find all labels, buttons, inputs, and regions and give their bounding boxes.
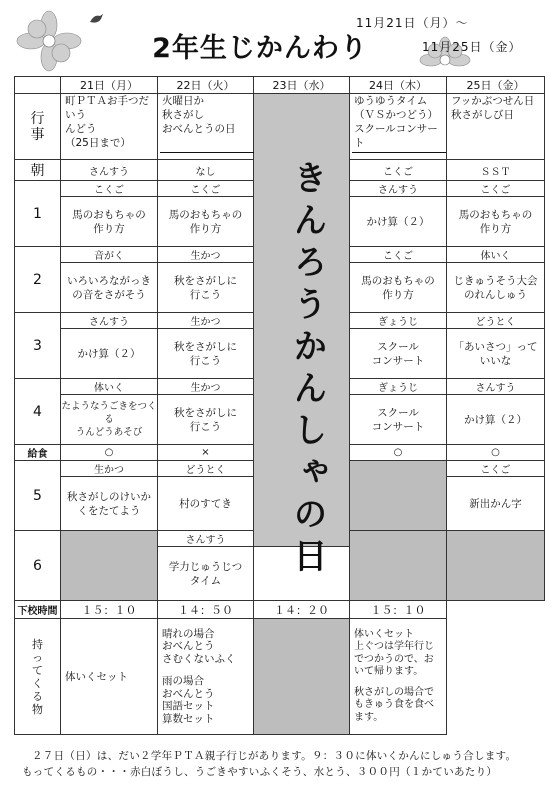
day-header-thu: 24日（木） bbox=[350, 77, 447, 94]
period-subject: 音がく bbox=[61, 247, 158, 263]
row-label-morning: 朝 bbox=[15, 160, 61, 181]
events-arrow-tue bbox=[160, 152, 254, 153]
period-activity: かけ算（２） bbox=[447, 395, 545, 445]
carry-thu-empty bbox=[254, 619, 350, 735]
period-subject: さんすう bbox=[350, 181, 447, 197]
date-range-start: 11月21日（月）～ bbox=[356, 16, 469, 30]
dismissal-tue: １４：５０ bbox=[158, 601, 254, 619]
lunch-fri: ○ bbox=[447, 445, 545, 461]
period-activity: じきゅうそう大会 のれんしゅう bbox=[447, 263, 545, 313]
period-activity: 秋をさがしに 行こう bbox=[158, 329, 254, 379]
period-subject: 生かつ bbox=[158, 313, 254, 329]
events-thu: ゆうゆうタイム （ＶＳかつどう） スクールコンサート bbox=[350, 94, 447, 160]
dismissal-mon: １５：１０ bbox=[61, 601, 158, 619]
carry-tue: 晴れの場合 おべんとう さむくないふく 雨の場合 おべんとう 国語セット 算数セット bbox=[158, 619, 254, 735]
period-subject: 体いく bbox=[61, 379, 158, 395]
day-header-mon: 21日（月） bbox=[61, 77, 158, 94]
period-subject: こくご bbox=[447, 461, 545, 477]
period-activity: 学力じゅうじつ タイム bbox=[158, 547, 254, 601]
period-subject: さんすう bbox=[158, 531, 254, 547]
period-activity: かけ算（２） bbox=[61, 329, 158, 379]
period-number: 5 bbox=[15, 461, 61, 531]
period-activity: 新出かん字 bbox=[447, 477, 545, 531]
period-activity: 秋をさがしに 行こう bbox=[158, 263, 254, 313]
lunch-tue: × bbox=[158, 445, 254, 461]
period-subject: こくご bbox=[447, 181, 545, 197]
holiday-label: きんろうかんしゃの日 bbox=[287, 160, 327, 580]
period-activity: かけ算（２） bbox=[350, 197, 447, 247]
period-subject: どうとく bbox=[158, 461, 254, 477]
events-tue: 火曜日か 秋さがし おべんとうの日 bbox=[158, 94, 254, 160]
period-subject: どうとく bbox=[447, 313, 545, 329]
events-arrow-thu bbox=[352, 152, 446, 153]
period-subject: こくご bbox=[158, 181, 254, 197]
empty-period bbox=[447, 531, 545, 601]
date-range-end: 11月25日（金） bbox=[422, 40, 522, 54]
row-label-events: 行事 bbox=[15, 94, 61, 160]
period-subject: 生かつ bbox=[158, 247, 254, 263]
carry-fri: 体いくセット 上ぐつは学年行じ でつかうので、お いて帰ります。 秋さがしの場合で もきゅう食を食べ ます。 bbox=[350, 619, 447, 735]
period-activity: 秋をさがしに 行こう bbox=[158, 395, 254, 445]
period-subject: こくご bbox=[350, 247, 447, 263]
period-activity: スクール コンサート bbox=[350, 395, 447, 445]
period-subject: 生かつ bbox=[61, 461, 158, 477]
period-number: 1 bbox=[15, 181, 61, 247]
period-activity: たようなうごきをつくる うんどうあそび bbox=[61, 395, 158, 445]
carry-items-row bbox=[15, 619, 545, 735]
period-activity: いろいろながっき の音をさがそう bbox=[61, 263, 158, 313]
morning-mon: さんすう bbox=[61, 160, 158, 181]
page-title: 2年生じかんわり bbox=[152, 33, 368, 64]
morning-fri: ＳＳＴ bbox=[447, 160, 545, 181]
period-activity: 馬のおもちゃの 作り方 bbox=[61, 197, 158, 247]
period-subject: ぎょうじ bbox=[350, 379, 447, 395]
note-line-1: ２７日（日）は、だい２学年ＰＴＡ親子行じがあります。９：３０に体いくかんにしゅう合します。 bbox=[32, 750, 517, 762]
period-number: 6 bbox=[15, 531, 61, 601]
morning-thu: こくご bbox=[350, 160, 447, 181]
period-activity: スクール コンサート bbox=[350, 329, 447, 379]
empty-period bbox=[350, 531, 447, 601]
events-mon: 町ＰＴＡお手つだいう んどう （25日まで） bbox=[61, 94, 158, 160]
day-header-fri: 25日（金） bbox=[447, 77, 545, 94]
carry-mon: 体いくセット bbox=[61, 619, 158, 735]
period-activity: 馬のおもちゃの 作り方 bbox=[350, 263, 447, 313]
period-subject: さんすう bbox=[447, 379, 545, 395]
row-label-carry: 持ってくる物 bbox=[15, 619, 61, 735]
period-subject: 生かつ bbox=[158, 379, 254, 395]
note-line-2: もってくるもの・・・赤白ぼうし、うごきやすいふくそう、水とう、３００円（１かていあたり） bbox=[22, 766, 498, 778]
empty-period bbox=[350, 461, 447, 531]
period-number: 2 bbox=[15, 247, 61, 313]
period-subject: さんすう bbox=[61, 313, 158, 329]
period-activity: 村のすてき bbox=[158, 477, 254, 531]
lunch-thu: ○ bbox=[350, 445, 447, 461]
period-activity: 馬のおもちゃの 作り方 bbox=[158, 197, 254, 247]
flower-decoration-left bbox=[14, 10, 84, 72]
period-activity: 秋さがしのけいか くをたてよう bbox=[61, 477, 158, 531]
period-number: 3 bbox=[15, 313, 61, 379]
dismissal-row bbox=[15, 601, 545, 619]
dismissal-thu: １４：２０ bbox=[254, 601, 350, 619]
day-header-wed: 23日（水） bbox=[254, 77, 350, 94]
empty-period bbox=[61, 531, 158, 601]
small-bird-icon bbox=[88, 12, 104, 26]
row-label-lunch: 給食 bbox=[15, 445, 61, 461]
period-activity: 馬のおもちゃの 作り方 bbox=[447, 197, 545, 247]
period-subject: こくご bbox=[61, 181, 158, 197]
lunch-mon: ○ bbox=[61, 445, 158, 461]
events-fri: フッかぶつせん日 秋さがしび日 bbox=[447, 94, 545, 160]
day-header-tue: 22日（火） bbox=[158, 77, 254, 94]
morning-tue: なし bbox=[158, 160, 254, 181]
period-subject: 体いく bbox=[447, 247, 545, 263]
corner-cell bbox=[15, 77, 61, 94]
events-row bbox=[15, 94, 545, 160]
period-subject: ぎょうじ bbox=[350, 313, 447, 329]
day-header-row bbox=[15, 77, 545, 94]
period-number: 4 bbox=[15, 379, 61, 445]
period-activity: 「あいさつ」って いいな bbox=[447, 329, 545, 379]
row-label-dismissal: 下校時間 bbox=[15, 601, 61, 619]
dismissal-fri: １５：１０ bbox=[350, 601, 447, 619]
